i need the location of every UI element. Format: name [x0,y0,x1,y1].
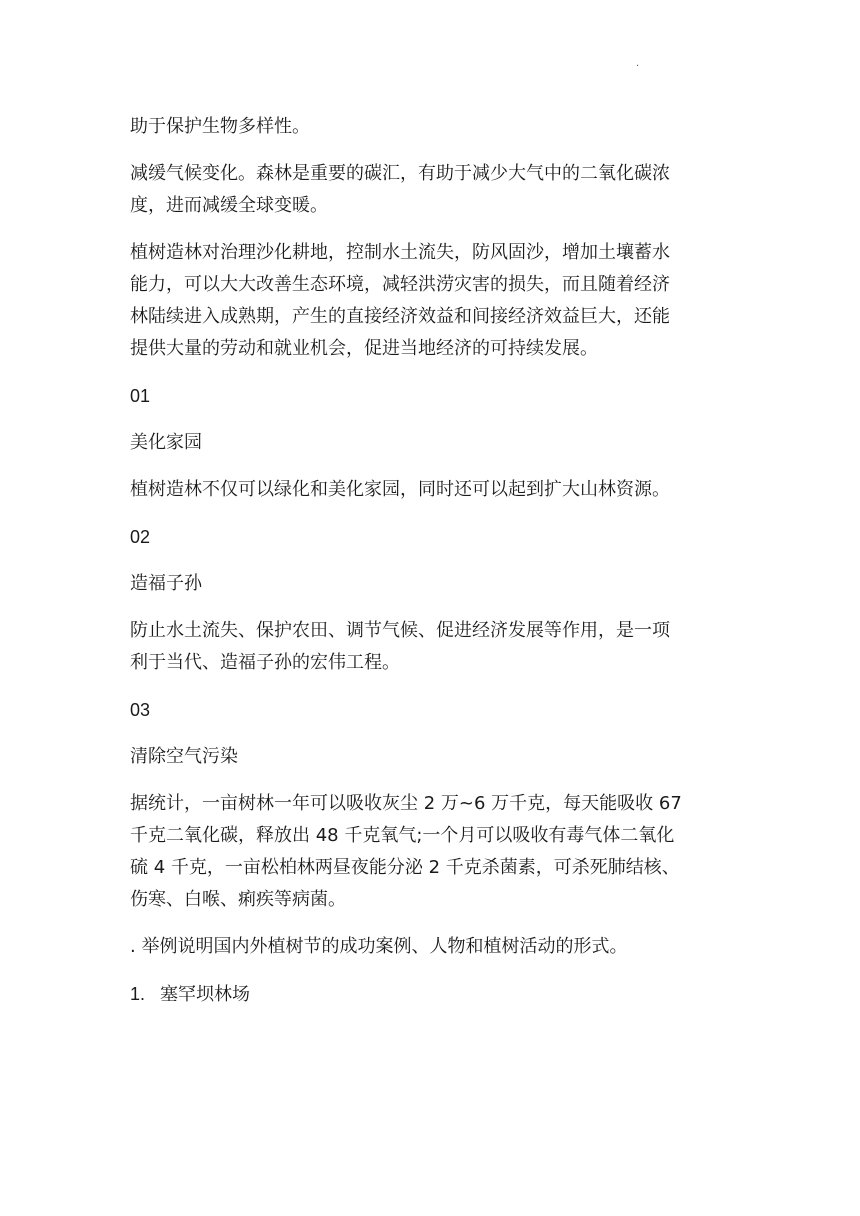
paragraph-line: 助于保护生物多样性。 [130,116,310,137]
paragraph-line: 植树造林对治理沙化耕地，控制水土流失，防风固沙，增加土壤蓄水 [130,242,670,263]
question-prompt: . 举例说明国内外植树节的成功案例、人物和植树活动的形式。 [130,936,628,957]
page-corner-mark: . [636,58,640,69]
paragraph-line: 据统计，一亩树林一年可以吸收灰尘 2 万~6 万千克，每天能吸收 67 [130,793,682,814]
section-number: 01 [130,386,151,406]
list-item-text: 塞罕坝林场 [160,984,250,1005]
section-body [130,474,740,506]
section-heading: 清除空气污染 [130,746,238,767]
document-body [130,111,740,1010]
paragraph-line: 防止水土流失、保护农田、调节气候、促进经济发展等作用，是一项 [130,620,670,641]
paragraph-afforestation-benefits [130,237,740,365]
section-body [130,788,740,916]
paragraph-climate [130,158,740,222]
paragraph-biodiversity [130,111,740,143]
paragraph-line: 硫 4 千克，一亩松柏林两昼夜能分泌 2 千克杀菌素，可杀死肺结核、 [130,857,680,878]
list-marker: 1. [130,984,146,1004]
section-heading: 美化家园 [130,432,202,453]
paragraph-line: 提供大量的劳动和就业机会，促进当地经济的可持续发展。 [130,338,598,359]
section-heading: 造福子孙 [130,573,202,594]
paragraph-line: 度，进而减缓全球变暖。 [130,195,328,216]
paragraph-line: 伤寒、白喉、痢疾等病菌。 [130,889,346,910]
paragraph-line: 林陆续进入成熟期，产生的直接经济效益和间接经济效益巨大，还能 [130,306,670,327]
section-number: 03 [130,700,151,720]
paragraph-line: 千克二氧化碳，释放出 48 千克氧气;一个月可以吸收有毒气体二氧化 [130,825,675,846]
section-body [130,615,740,679]
paragraph-line: 减缓气候变化。森林是重要的碳汇，有助于减少大气中的二氧化碳浓 [130,163,670,184]
section-number: 02 [130,527,151,547]
paragraph-line: 植树造林不仅可以绿化和美化家园，同时还可以起到扩大山林资源。 [130,479,670,500]
paragraph-line: 能力，可以大大改善生态环境，减轻洪涝灾害的损失，而且随着经济 [130,274,670,295]
paragraph-line: 利于当代、造福子孙的宏伟工程。 [130,652,400,673]
list-item [130,978,740,1010]
